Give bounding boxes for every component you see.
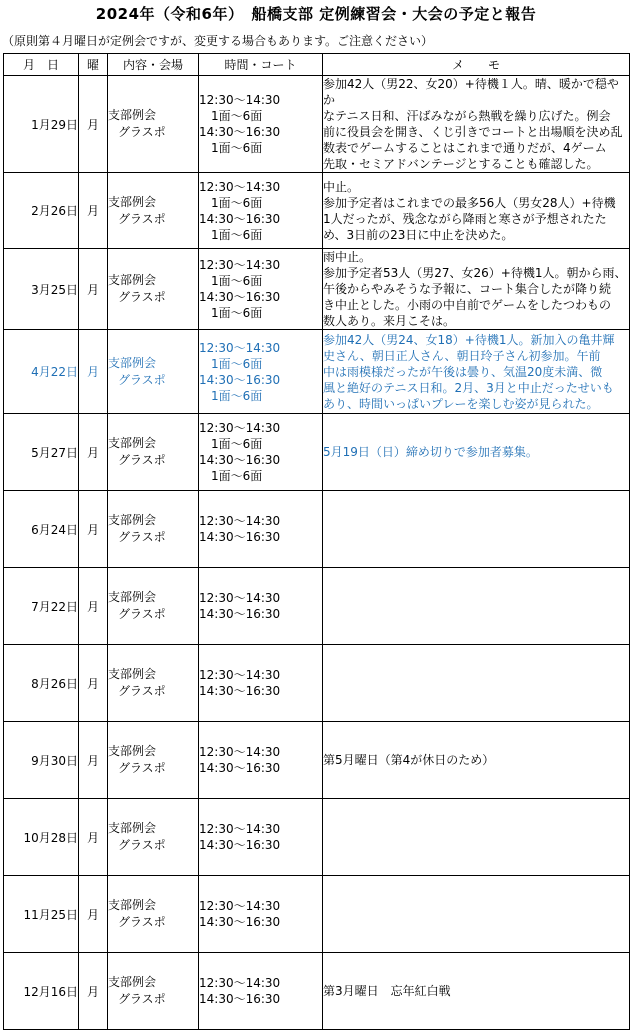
- date-cell: 4月22日: [4, 330, 79, 414]
- event-name: 支部例会: [108, 821, 157, 835]
- time-cell: [199, 953, 323, 1030]
- time-range: 12:30～14:30: [199, 899, 281, 913]
- time-range: 14:30～16:30: [199, 530, 281, 544]
- date-cell: 7月22日: [4, 568, 79, 645]
- memo-line: 数表でゲームすることはこれまで通りだが、4ゲーム: [323, 141, 607, 155]
- date-cell: 11月25日: [4, 876, 79, 953]
- time-cell: [199, 249, 323, 330]
- event-venue: グラスポ: [118, 838, 166, 852]
- header-row: [4, 54, 630, 76]
- table-row: [4, 876, 630, 953]
- memo-cell: [323, 76, 630, 173]
- weekday-cell: 月: [79, 173, 108, 249]
- court-range: 1面～6面: [211, 109, 263, 123]
- court-range: 1面～6面: [211, 437, 263, 451]
- header-memo: メ モ: [323, 54, 630, 76]
- table-row: [4, 799, 630, 876]
- memo-cell: [323, 799, 630, 876]
- event-cell: [108, 799, 199, 876]
- event-venue: グラスポ: [118, 372, 166, 387]
- event-cell: [108, 876, 199, 953]
- header-date: 月 日: [4, 54, 79, 76]
- weekday-cell: 月: [79, 799, 108, 876]
- weekday-cell: 月: [79, 76, 108, 173]
- time-range: 12:30～14:30: [199, 421, 281, 435]
- time-cell: [199, 645, 323, 722]
- event-name: 支部例会: [108, 273, 157, 287]
- memo-cell: [323, 645, 630, 722]
- memo-cell: [323, 722, 630, 799]
- memo-line: 史さん、朝日正人さん、朝日玲子さん初参加。午前: [323, 348, 601, 363]
- memo-cell: [323, 249, 630, 330]
- page-title: 2024年（令和6年） 船橋支部 定例練習会・大会の予定と報告: [95, 5, 537, 23]
- event-name: 支部例会: [108, 355, 157, 370]
- event-venue: グラスポ: [118, 125, 166, 139]
- event-venue: グラスポ: [118, 684, 166, 698]
- table-row: [4, 173, 630, 249]
- schedule-body: [4, 76, 630, 1030]
- event-name: 支部例会: [108, 436, 157, 450]
- memo-cell: [323, 876, 630, 953]
- time-cell: [199, 76, 323, 173]
- memo-line: 参加予定者53人（男27、女26）+待機1人。朝から雨、: [323, 266, 627, 280]
- memo-line: 参加42人（男24、女18）+待機1人。新加入の亀井輝: [323, 332, 615, 347]
- event-cell: [108, 249, 199, 330]
- table-row: [4, 414, 630, 491]
- weekday-cell: 月: [79, 414, 108, 491]
- table-row: [4, 491, 630, 568]
- date-cell: 9月30日: [4, 722, 79, 799]
- memo-line: め、3日前の23日に中止を決めた。: [323, 227, 514, 242]
- event-venue: グラスポ: [118, 530, 166, 544]
- date-cell: 8月26日: [4, 645, 79, 722]
- memo-line: 中は雨模様だったが午後は曇り、気温20度未満、微: [323, 364, 603, 379]
- date-cell: 1月29日: [4, 76, 79, 173]
- event-venue: グラスポ: [118, 211, 166, 226]
- time-range: 14:30～16:30: [199, 838, 281, 852]
- memo-line: なテニス日和、汗ばみながら熱戦を繰り広げた。例会: [323, 109, 611, 123]
- date-cell: 2月26日: [4, 173, 79, 249]
- event-cell: [108, 76, 199, 173]
- event-cell: [108, 953, 199, 1030]
- time-range: 12:30～14:30: [199, 976, 281, 990]
- header-weekday: 曜: [79, 54, 108, 76]
- memo-line: き中止とした。小雨の中自前でゲームをしたつわもの: [323, 298, 612, 312]
- event-cell: [108, 491, 199, 568]
- memo-line: 前に役員会を開き、くじ引きでコートと出場順を決め乱: [323, 125, 623, 139]
- memo-cell: [323, 173, 630, 249]
- table-row: [4, 722, 630, 799]
- header-event: 内容・会場: [108, 54, 199, 76]
- event-name: 支部例会: [108, 590, 157, 604]
- time-cell: [199, 491, 323, 568]
- time-range: 12:30～14:30: [199, 668, 281, 682]
- event-name: 支部例会: [108, 898, 157, 912]
- time-range: 14:30～16:30: [199, 607, 281, 621]
- event-cell: [108, 568, 199, 645]
- memo-line: 第5月曜日（第4が休日のため）: [323, 753, 495, 767]
- time-cell: [199, 799, 323, 876]
- table-row: [4, 953, 630, 1030]
- court-range: 1面～6面: [211, 274, 263, 288]
- event-venue: グラスポ: [118, 290, 166, 304]
- table-row: [4, 645, 630, 722]
- weekday-cell: 月: [79, 249, 108, 330]
- time-range: 12:30～14:30: [199, 591, 281, 605]
- weekday-cell: 月: [79, 722, 108, 799]
- time-cell: [199, 173, 323, 249]
- memo-line: 第3月曜日 忘年紅白戦: [323, 984, 451, 998]
- weekday-cell: 月: [79, 491, 108, 568]
- court-range: 1面～6面: [211, 141, 263, 155]
- event-cell: [108, 330, 199, 414]
- time-cell: [199, 876, 323, 953]
- weekday-cell: 月: [79, 330, 108, 414]
- memo-cell: [323, 568, 630, 645]
- event-venue: グラスポ: [118, 915, 166, 929]
- weekday-cell: 月: [79, 645, 108, 722]
- memo-cell: [323, 414, 630, 491]
- weekday-cell: 月: [79, 876, 108, 953]
- court-range: 1面～6面: [211, 195, 263, 210]
- memo-line: 風と絶好のテニス日和。2月、3月と中止だったせいも: [323, 380, 614, 395]
- event-cell: [108, 722, 199, 799]
- memo-cell: [323, 491, 630, 568]
- event-name: 支部例会: [108, 744, 157, 758]
- schedule-table: [3, 53, 630, 1030]
- header-time: 時間・コート: [199, 54, 323, 76]
- memo-line: 数人あり。来月こそは。: [323, 314, 456, 328]
- time-range: 14:30～16:30: [199, 992, 281, 1006]
- event-venue: グラスポ: [118, 607, 166, 621]
- time-range: 14:30～16:30: [199, 290, 281, 304]
- event-venue: グラスポ: [118, 992, 166, 1006]
- date-cell: 10月28日: [4, 799, 79, 876]
- event-cell: [108, 645, 199, 722]
- event-name: 支部例会: [108, 667, 157, 681]
- court-range: 1面～6面: [211, 306, 263, 320]
- event-venue: グラスポ: [118, 453, 166, 467]
- event-name: 支部例会: [108, 194, 157, 209]
- memo-line: 先取・セミアドバンテージとすることも確認した。: [323, 157, 599, 171]
- time-range: 14:30～16:30: [199, 915, 281, 929]
- court-range: 1面～6面: [211, 388, 263, 403]
- memo-line: 午後からやみそうな予報に、コート集合したが降り続: [323, 282, 612, 296]
- event-cell: [108, 173, 199, 249]
- memo-line: 1人だったが、残念ながら降雨と寒さが予想されたた: [323, 211, 607, 226]
- event-cell: [108, 414, 199, 491]
- memo-line: 5月19日（日）締め切りで参加者募集。: [323, 445, 538, 459]
- date-cell: 6月24日: [4, 491, 79, 568]
- event-name: 支部例会: [108, 513, 157, 527]
- time-cell: [199, 722, 323, 799]
- table-row: [4, 330, 630, 414]
- time-range: 14:30～16:30: [199, 684, 281, 698]
- table-row: [4, 76, 630, 173]
- time-range: 12:30～14:30: [199, 340, 281, 355]
- time-range: 12:30～14:30: [199, 822, 281, 836]
- event-name: 支部例会: [108, 108, 157, 122]
- court-range: 1面～6面: [211, 356, 263, 371]
- time-cell: [199, 414, 323, 491]
- memo-line: 中止。: [323, 179, 360, 194]
- memo-cell: [323, 330, 630, 414]
- memo-line: あり、時間いっぱいプレーを楽しむ姿が見られた。: [323, 396, 599, 411]
- weekday-cell: 月: [79, 568, 108, 645]
- time-range: 14:30～16:30: [199, 125, 281, 139]
- table-row: [4, 568, 630, 645]
- memo-line: 参加予定者はこれまでの最多56人（男女28人）+待機: [323, 195, 616, 210]
- time-range: 12:30～14:30: [199, 93, 281, 107]
- court-range: 1面～6面: [211, 227, 263, 242]
- memo-cell: [323, 953, 630, 1030]
- time-cell: [199, 330, 323, 414]
- time-range: 14:30～16:30: [199, 372, 281, 387]
- date-cell: 5月27日: [4, 414, 79, 491]
- time-range: 12:30～14:30: [199, 179, 281, 194]
- date-cell: 12月16日: [4, 953, 79, 1030]
- weekday-cell: 月: [79, 953, 108, 1030]
- event-name: 支部例会: [108, 975, 157, 989]
- memo-line: 参加42人（男22、女20）+待機１人。晴、暖かで穏やか: [323, 77, 619, 107]
- time-range: 14:30～16:30: [199, 453, 281, 467]
- date-cell: 3月25日: [4, 249, 79, 330]
- time-range: 12:30～14:30: [199, 258, 281, 272]
- court-range: 1面～6面: [211, 469, 263, 483]
- time-range: 12:30～14:30: [199, 514, 281, 528]
- page-subtitle: （原則第４月曜日が定例会ですが、変更する場合もあります。ご注意ください）: [2, 34, 434, 48]
- time-range: 14:30～16:30: [199, 761, 281, 775]
- table-row: [4, 249, 630, 330]
- event-venue: グラスポ: [118, 761, 166, 775]
- time-range: 14:30～16:30: [199, 211, 281, 226]
- time-range: 12:30～14:30: [199, 745, 281, 759]
- time-cell: [199, 568, 323, 645]
- memo-line: 雨中止。: [323, 250, 372, 264]
